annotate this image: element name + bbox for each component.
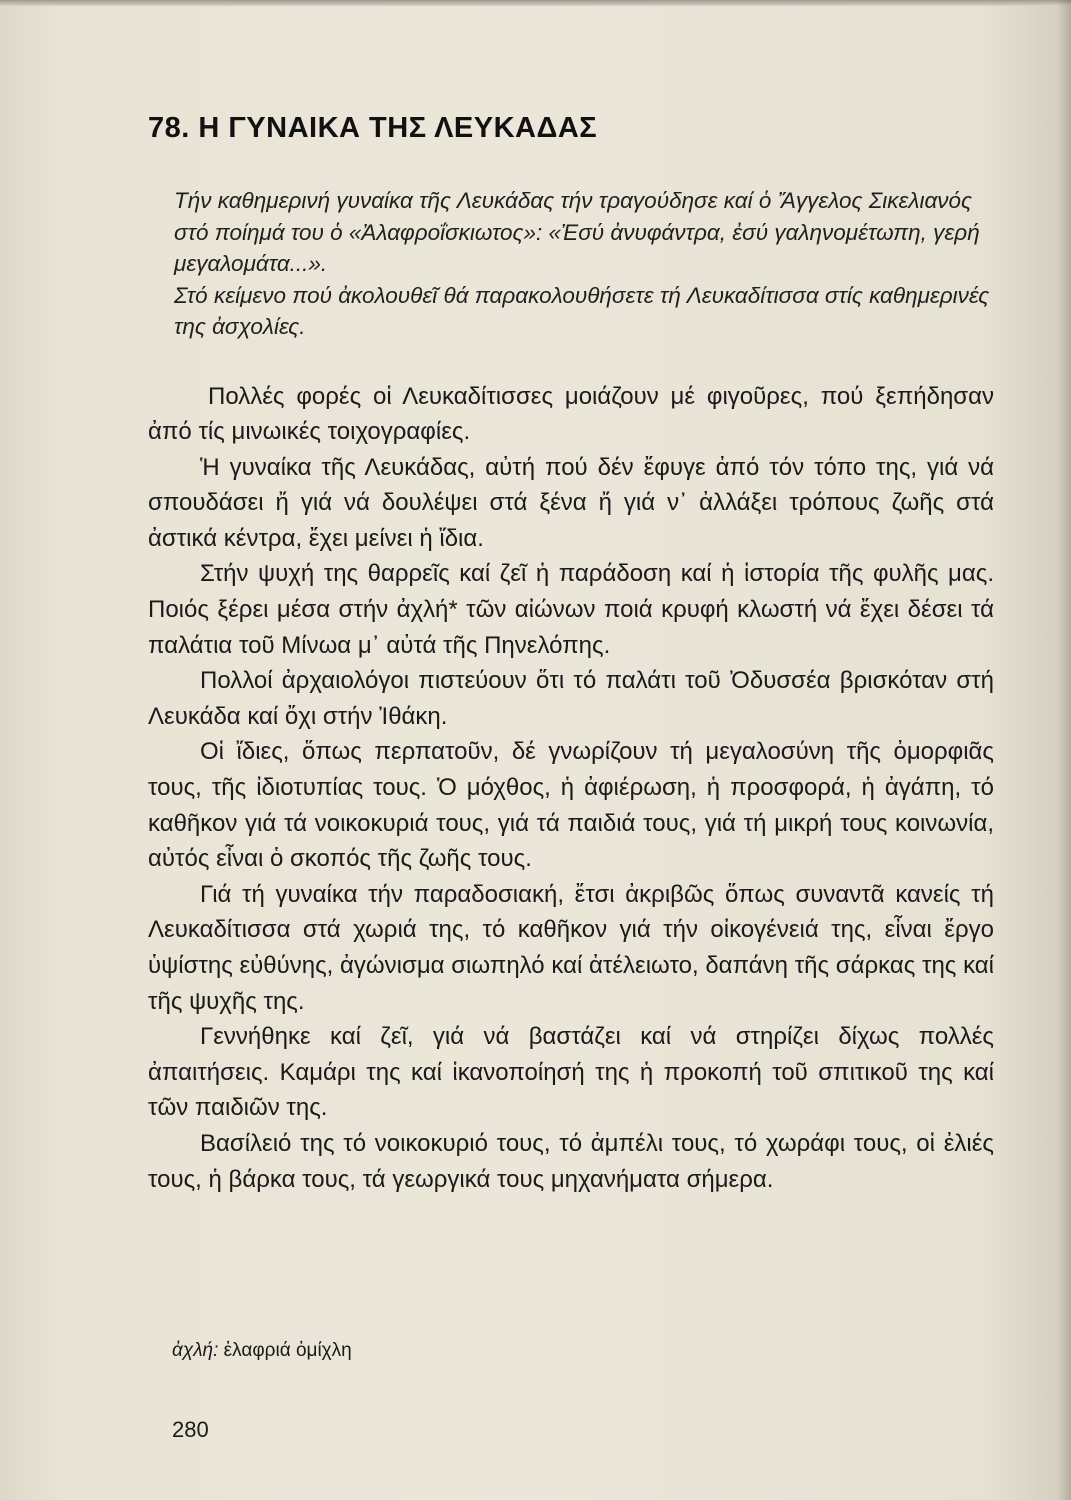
body-paragraph-4: Πολλοί ἀρχαιολόγοι πιστεύουν ὅτι τό παλάτι τοῦ Ὀδυσσέα βρισκόταν στή Λευκάδα καί ὄχι στήν Ἰθάκη. bbox=[148, 667, 994, 730]
footnote bbox=[172, 1340, 352, 1362]
footnote-term: ἀχλή: bbox=[172, 1340, 219, 1361]
footnote-definition: ἐλαφριά ὀμίχλη bbox=[223, 1340, 352, 1361]
page-binding-shadow bbox=[1057, 0, 1071, 1500]
body-paragraph-2: Ἡ γυναίκα τῆς Λευκάδας, αὐτή πού δέν ἔφυγε ἀπό τόν τόπο της, γιά νά σπουδάσει ἤ γιά νά δουλέψει στά ξένα ἤ γιά ν᾽ ἀλλάξει τρόπους ζωῆς στά ἀστικά κέντρα, ἔχει μείνει ἡ ἴδια. bbox=[148, 453, 994, 552]
intro-section bbox=[174, 185, 994, 343]
page-top-edge bbox=[0, 0, 1071, 6]
body-paragraph-8: Βασίλειό της τό νοικοκυριό τους, τό ἀμπέλι τους, τό χωράφι τους, οἱ ἐλιές τους, ἡ βάρκα τους, τά γεωργικά τους μηχανήματα σήμερα. bbox=[148, 1129, 994, 1193]
chapter-title: 78. Η ΓΥΝΑΙΚΑ ΤΗΣ ΛΕΥΚΑΔΑΣ bbox=[148, 112, 598, 144]
intro-paragraph-1: Τήν καθημερινή γυναίκα τῆς Λευκάδας τήν τραγούδησε καί ὁ Ἄγγελος Σικελιανός στό ποίημά του ὁ «Ἀλαφροΐσκιωτος»: «Ἐσύ ἀνυφάντρα, ἐσύ γαληνομέτωπη, γερή μεγαλομάτα...». bbox=[174, 188, 980, 276]
page-number: 280 bbox=[172, 1417, 209, 1442]
body-paragraph-6: Γιά τή γυναίκα τήν παραδοσιακή, ἔτσι ἀκριβῶς ὅπως συναντᾶ κανείς τή Λευκαδίτισσα στά χωριά της, τό καθῆκον γιά τήν οἰκογένειά της, εἶναι ἔργο ὑψίστης εὐθύνης, ἀγώνισμα σιωπηλό καί ἀτέλειωτο, δαπάνη τῆς σάρκας της καί τῆς ψυχῆς της. bbox=[148, 880, 994, 1015]
body-paragraph-5: Οἱ ἴδιες, ὅπως περπατοῦν, δέ γνωρίζουν τή μεγαλοσύνη τῆς ὀμορφιᾶς τους, τῆς ἰδιοτυπίας τους. Ὁ μόχθος, ἡ ἀφιέρωση, ἡ προσφορά, ἡ ἀγάπη, τό καθῆκον γιά τά νοικοκυριά τους, γιά τά παιδιά τους, γιά τή μικρή τους κοινωνία, αὐτός εἶναι ὁ σκοπός τῆς ζωῆς τους. bbox=[148, 738, 994, 873]
body-paragraph-7: Γεννήθηκε καί ζεῖ, γιά νά βαστάζει καί νά στηρίζει δίχως πολλές ἀπαιτήσεις. Καμάρι της καί ἱκανοποίησή της ἡ προκοπή τοῦ σπιτικοῦ της καί τῶν παιδιῶν της. bbox=[148, 1023, 994, 1122]
body-paragraph-1: Πολλές φορές οἱ Λευκαδίτισσες μοιάζουν μέ φιγοῦρες, πού ξεπήδησαν ἀπό τίς μινωικές τοιχογραφίες. bbox=[148, 382, 994, 446]
body-paragraph-3: Στήν ψυχή της θαρρεῖς καί ζεῖ ἡ παράδοση καί ἡ ἱστορία τῆς φυλῆς μας. Ποιός ξέρει μέσα στήν ἀχλή* τῶν αἰώνων ποιά κρυφή κλωστή νά ἔχει δέσει τά παλάτια τοῦ Μίνωα μ᾽ αὐτά τῆς Πηνελόπης. bbox=[148, 560, 994, 659]
page-content bbox=[148, 112, 1010, 1197]
intro-paragraph-2: Στό κείμενο πού ἀκολουθεῖ θά παρακολουθήσετε τή Λευκαδίτισσα στίς καθημερινές της ἀσχολίες. bbox=[174, 282, 990, 339]
main-text bbox=[148, 379, 994, 1198]
